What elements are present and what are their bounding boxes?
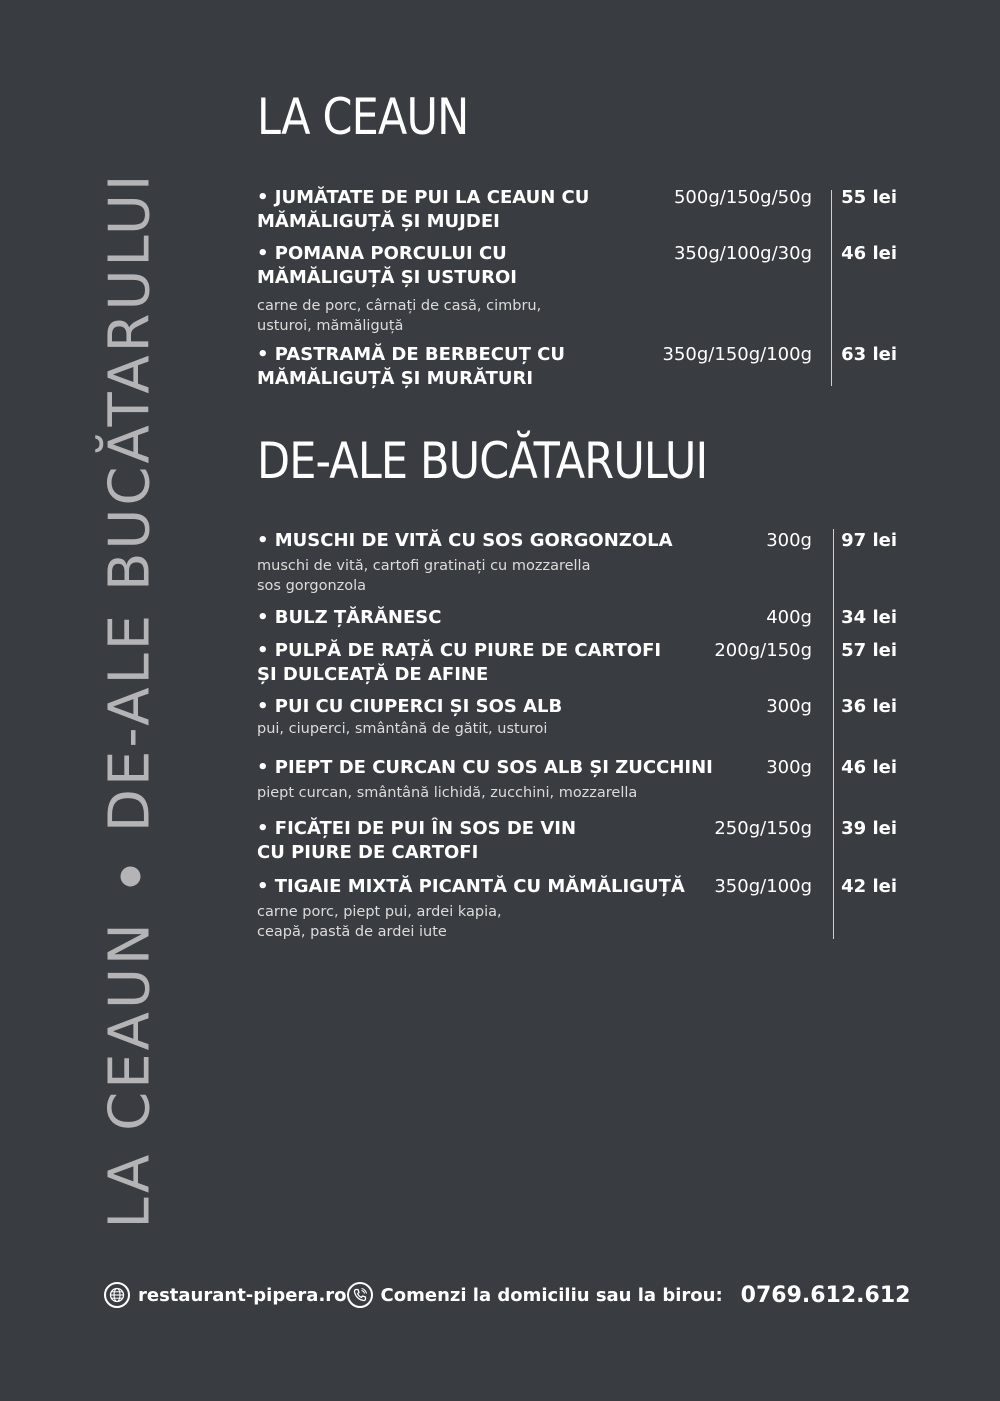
menu-item <box>257 606 897 630</box>
item-name: • PUI CU CIUPERCI ȘI SOS ALB <box>257 696 563 717</box>
side-title-part2: DE-ALE BUCĂTARULUI <box>97 171 163 833</box>
item-weight: 300g <box>766 696 812 717</box>
menu-item <box>257 343 897 391</box>
item-price: 46 lei <box>841 757 897 778</box>
item-price: 42 lei <box>841 876 897 897</box>
item-price: 34 lei <box>841 607 897 628</box>
item-description: carne de porc, cârnați de casă, cimbru, usturoi, mămăliguță <box>257 298 542 334</box>
item-name: • MUSCHI DE VITĂ CU SOS GORGONZOLA <box>257 530 673 551</box>
item-price: 39 lei <box>841 818 897 839</box>
phone-icon <box>347 1282 373 1308</box>
item-weight: 250g/150g <box>714 818 812 839</box>
item-description: piept curcan, smântână lichidă, zucchini, mozzarella <box>257 785 638 801</box>
item-description: muschi de vită, cartofi gratinați cu mozzarella sos gorgonzola <box>257 558 591 594</box>
item-price: 46 lei <box>841 243 897 264</box>
order-text: Comenzi la domiciliu sau la birou: <box>380 1284 723 1306</box>
item-weight: 300g <box>766 530 812 551</box>
item-name: • BULZ ȚĂRĂNESC <box>257 607 442 628</box>
item-price: 63 lei <box>841 344 897 365</box>
menu-item <box>257 695 897 739</box>
footer <box>104 1277 911 1313</box>
item-name: • PIEPT DE CURCAN CU SOS ALB ȘI ZUCCHINI <box>257 757 713 778</box>
item-name: • FICĂȚEI DE PUI ÎN SOS DE VIN CU PIURE DE CARTOFI <box>257 818 577 863</box>
item-price: 97 lei <box>841 530 897 551</box>
item-name: • TIGAIE MIXTĂ PICANTĂ CU MĂMĂLIGUȚĂ <box>257 876 685 897</box>
item-name: • PASTRAMĂ DE BERBECUȚ CU MĂMĂLIGUȚĂ ȘI MURĂTURI <box>257 344 565 389</box>
menu-item <box>257 186 897 234</box>
item-price: 55 lei <box>841 187 897 208</box>
item-weight: 350g/100g <box>714 876 812 897</box>
section-title-de-ale-bucatarului: DE-ALE BUCĂTARULUI <box>257 432 708 490</box>
menu-item <box>257 875 897 942</box>
side-title <box>98 172 163 1229</box>
menu-item <box>257 639 897 687</box>
item-weight: 350g/100g/30g <box>673 243 812 264</box>
footer-order <box>347 1282 911 1308</box>
globe-icon <box>104 1282 130 1308</box>
item-description: pui, ciuperci, smântână de gătit, usturoi <box>257 721 548 737</box>
side-title-part1: LA CEAUN <box>97 920 163 1229</box>
footer-website[interactable] <box>104 1282 347 1308</box>
item-weight: 400g <box>766 607 812 628</box>
item-price: 36 lei <box>841 696 897 717</box>
item-description: carne porc, piept pui, ardei kapia, ceapă, pastă de ardei iute <box>257 904 502 940</box>
item-weight: 350g/150g/100g <box>662 344 812 365</box>
menu-item <box>257 242 897 336</box>
menu-item <box>257 529 897 596</box>
item-price: 57 lei <box>841 640 897 661</box>
bullet-dot-icon <box>120 866 140 886</box>
item-weight: 200g/150g <box>714 640 812 661</box>
website-link[interactable]: restaurant-pipera.ro <box>138 1284 347 1306</box>
section-title-la-ceaun: LA CEAUN <box>257 88 469 146</box>
menu-item <box>257 756 897 803</box>
item-name: • POMANA PORCULUI CU MĂMĂLIGUȚĂ ȘI USTUROI <box>257 243 517 288</box>
item-name: • PULPĂ DE RAȚĂ CU PIURE DE CARTOFI ȘI DULCEAȚĂ DE AFINE <box>257 640 662 685</box>
phone-number[interactable]: 0769.612.612 <box>740 1282 911 1308</box>
menu-item <box>257 817 897 865</box>
item-weight: 300g <box>766 757 812 778</box>
item-name: • JUMĂTATE DE PUI LA CEAUN CU MĂMĂLIGUȚĂ ȘI MUJDEI <box>257 187 590 232</box>
item-weight: 500g/150g/50g <box>673 187 812 208</box>
